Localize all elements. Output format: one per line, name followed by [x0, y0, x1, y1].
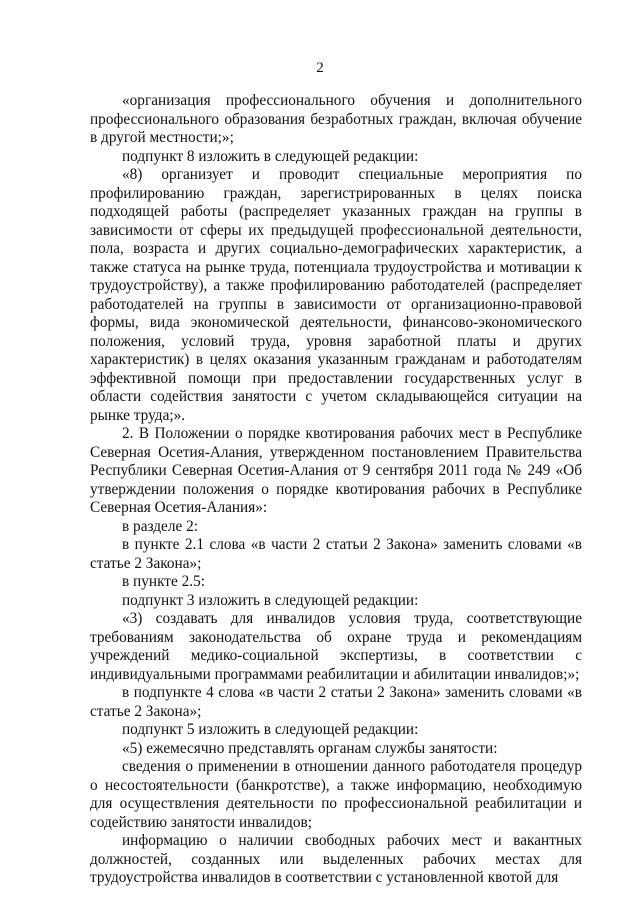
paragraph-5: в разделе 2:: [122, 517, 198, 535]
paragraph-11: подпункт 5 изложить в следующей редакции:: [122, 721, 419, 738]
paragraph-3: «8) организует и проводит специальные мероприятия по профилированию граждан, зарегистрированных в целях поиска подходящей работы (распределяет указанных граждан на группы в зависимости от сферы их предыдущей профессиональной деятельности, пола, возраста и других социально-демографических характеристик, а также статуса на рынке труда, потенциала трудоустройства и мотивации к трудоустройству), а также профилированию работодателей (распределяет работодателей на группы в зависимости от организационно-правовой формы, вида экономической деятельности, финансово-экономического положения, условий труда, уровня заработной платы и других характеристик) в целях оказания указанным гражданам и работодателям эффективной помощи при предоставлении государственных услуг в области содействия занятости с учетом складывающейся ситуации на рынке труда;».: [90, 166, 582, 424]
page-number: 2: [316, 60, 324, 76]
paragraph-6: в пункте 2.1 слова «в части 2 статьи 2 Закона» заменить словами «в статье 2 Закона»;: [90, 536, 582, 572]
paragraph-8: подпункт 3 изложить в следующей редакции:: [122, 591, 419, 609]
paragraph-10: в подпункте 4 слова «в части 2 статьи 2 Закона» заменить словами «в статье 2 Закона»;: [90, 684, 582, 720]
paragraph-14: информацию о наличии свободных рабочих мест и вакантных должностей, созданных или выделенных рабочих местах для трудоустройства инвалидов в соответствии с установленной квотой для: [90, 832, 582, 886]
paragraph-7: в пункте 2.5:: [122, 573, 205, 590]
paragraph-9: «3) создавать для инвалидов условия труда, соответствующие требованиям законодательства об охране труда и рекомендациям учреждений медико-социальной экспертизы, в соответствии с индивидуальными программами реабилитации и абилитации инвалидов;»;: [90, 610, 582, 683]
document-body: [90, 92, 582, 888]
paragraph-13: сведения о применении в отношении данного работодателя процедур о несостоятельности (банкротстве), а также информацию, необходимую для осуществления деятельности по профессиональной реабилитации и содействию занятости инвалидов;: [90, 758, 582, 831]
paragraph-12: «5) ежемесячно представлять органам службы занятости:: [122, 739, 498, 757]
paragraph-4: 2. В Положении о порядке квотирования рабочих мест в Республике Северная Осетия-Алания, утвержденном постановлением Правительства Республики Северная Осетия-Алания от 9 сентября 2011 года № 249 «Об утверждении положения о порядке квотирования рабочих в Республике Северная Осетия-Алания»:: [90, 425, 582, 516]
paragraph-2: подпункт 8 изложить в следующей редакции:: [122, 147, 419, 165]
paragraph-1: «организация профессионального обучения и дополнительного профессионального образования безработных граждан, включая обучение в другой местности;»;: [90, 92, 582, 146]
